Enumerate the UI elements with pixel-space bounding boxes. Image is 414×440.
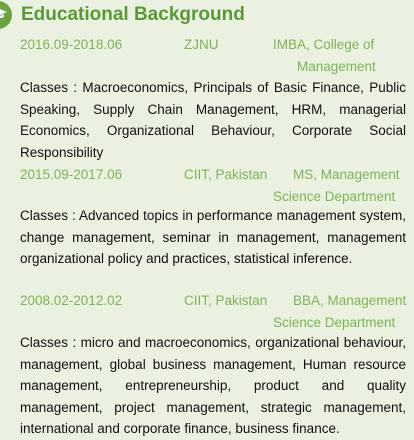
entry-degree-line2: Science Department (273, 189, 396, 204)
entry-date: 2008.02-2012.02 (20, 293, 123, 308)
entry-degree (273, 164, 411, 208)
section-title: Educational Background (21, 4, 245, 25)
entry-degree (273, 290, 411, 334)
entry-classes: Classes : micro and macroeconomics, organizational behaviour, management, global business management, Human resource management, entrepreneurship, product and quality management, project management, strategic management, international and corporate finance, business finance. (20, 335, 406, 436)
entry-school: ZJNU (184, 37, 219, 52)
entry-degree-line1: MS, Management (293, 167, 400, 182)
entry-classes: Classes : Advanced topics in performance management system, change management, seminar in management, management organizational policy and practices, statistical inference. (20, 208, 406, 266)
entry-classes: Classes : Macroeconomics, Principals of Basic Finance, Public Speaking, Supply Chain Management, HRM, managerial Economics, Organizational Behaviour, Corporate Social Responsibility (20, 80, 406, 160)
entry-school: CIIT, Pakistan (184, 167, 268, 182)
entry-degree-line1: BBA, Management (293, 293, 407, 308)
graduation-icon (0, 1, 12, 29)
entry-degree-line2: Management (297, 59, 376, 74)
entry-degree-line2: Science Department (273, 315, 396, 330)
entry-date: 2015.09-2017.06 (20, 167, 123, 182)
entry-degree (273, 34, 411, 78)
entry-school: CIIT, Pakistan (184, 293, 268, 308)
entry-degree-line1: IMBA, College of (273, 37, 375, 52)
entry-date: 2016.09-2018.06 (20, 37, 123, 52)
section-header (0, 0, 414, 34)
